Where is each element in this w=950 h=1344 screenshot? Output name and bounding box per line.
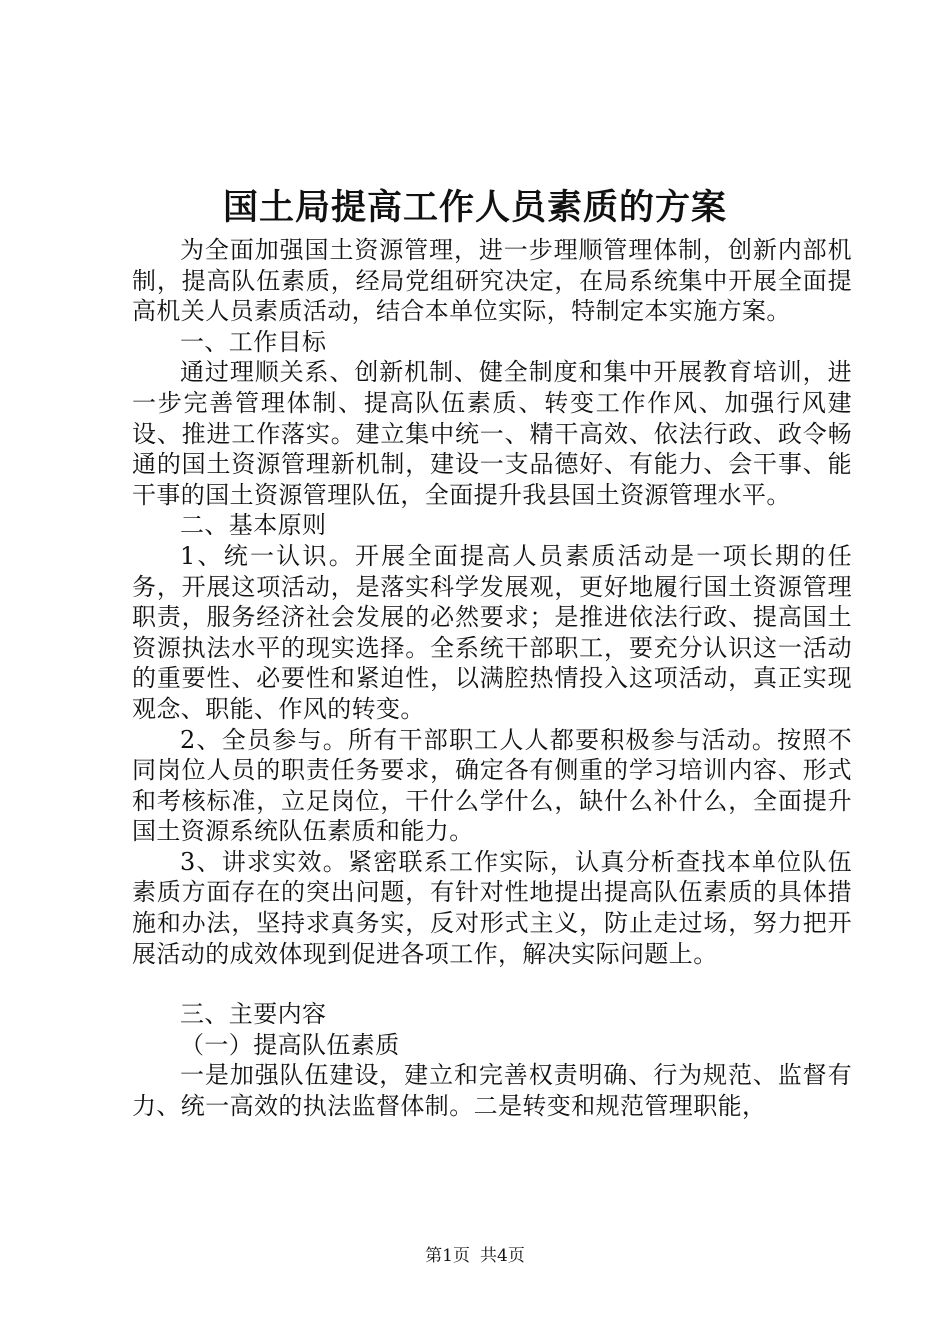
principle-paragraph-1: 1、统一认识。开展全面提高人员素质活动是一项长期的任务，开展这项活动，是落实科学发展观，更好地履行国土资源管理职责，服务经济社会发展的必然要求；是推进依法行政、提高国土资源执法水平的现实选择。全系统干部职工，要充分认识这一活动的重要性、必要性和紧迫性，以满腔热情投入这项活动，真正实现观念、职能、作风的转变。 bbox=[132, 541, 852, 723]
page-total: 共4页 bbox=[480, 1246, 525, 1266]
principle-paragraph-2: 2、全员参与。所有干部职工人人都要积极参与活动。按照不同岗位人员的职责任务要求，确定各有侧重的学习培训内容、形式和考核标准，立足岗位，干什么学什么，缺什么补什么，全面提升国土资源系统队伍素质和能力。 bbox=[132, 725, 852, 846]
intro-paragraph: 为全面加强国土资源管理，进一步理顺管理体制，创新内部机制，提高队伍素质，经局党组研究决定，在局系统集中开展全面提高机关人员素质活动，结合本单位实际，特制定本实施方案。 bbox=[132, 236, 852, 326]
subsection-heading: （一）提高队伍素质 bbox=[180, 1030, 400, 1059]
page-footer bbox=[0, 1244, 950, 1268]
section-heading-principles: 二、基本原则 bbox=[180, 511, 327, 540]
page-number: 第1页 bbox=[425, 1246, 470, 1266]
section-heading-goals: 一、工作目标 bbox=[180, 327, 327, 356]
paragraph-spacer bbox=[132, 969, 852, 999]
document-body bbox=[132, 235, 852, 1122]
section-heading-content: 三、主要内容 bbox=[180, 1000, 327, 1029]
content-paragraph: 一是加强队伍建设，建立和完善权责明确、行为规范、监督有力、统一高效的执法监督体制。二是转变和规范管理职能， bbox=[132, 1061, 852, 1121]
principle-paragraph-3: 3、讲求实效。紧密联系工作实际，认真分析查找本单位队伍素质方面存在的突出问题，有针对性地提出提高队伍素质的具体措施和办法，坚持求真务实，反对形式主义，防止走过场，努力把开展活动的成效体现到促进各项工作，解决实际问题上。 bbox=[132, 847, 852, 968]
document-title: 国土局提高工作人员素质的方案 bbox=[222, 187, 727, 228]
goals-paragraph: 通过理顺关系、创新机制、健全制度和集中开展教育培训，进一步完善管理体制、提高队伍素质、转变工作作风、加强行风建设、推进工作落实。建立集中统一、精干高效、依法行政、政令畅通的国土资源管理新机制，建设一支品德好、有能力、会干事、能干事的国土资源管理队伍，全面提升我县国土资源管理水平。 bbox=[132, 358, 852, 509]
